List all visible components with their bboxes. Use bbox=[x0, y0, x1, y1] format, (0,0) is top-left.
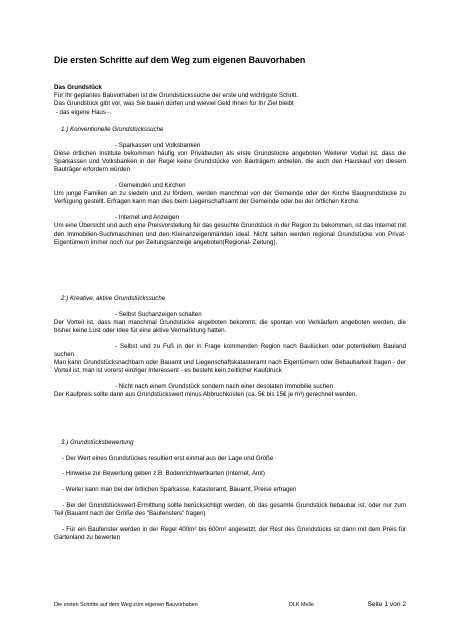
section-2-heading: 2.) Kreative, aktive Grundstückssuche bbox=[61, 295, 166, 302]
section-3-heading: 3.) Grundstücksbewertung bbox=[61, 439, 134, 446]
document-title: Die ersten Schritte auf dem Weg zum eigenen Bauvorhaben bbox=[54, 55, 306, 65]
footer-title: Die ersten Schritte auf dem Weg zum eigenen Bauvorhaben bbox=[54, 602, 198, 608]
section-1-heading: 1.) Konventionelle Grundstückssuche bbox=[61, 126, 164, 133]
section-1-item-label: - Internet und Anzeigen bbox=[115, 214, 179, 222]
section-3-item: - Bei der Grundstückswert-Ermittlung sollte berücksichtigt werden, ob das gesamte Grundstück bebaubar ist, oder nur zum Teil (Bauamt nach der Größe des "Baufensters" fragen) bbox=[54, 501, 406, 518]
intro-heading: Das Grundstück bbox=[54, 84, 102, 91]
section-2-item-text: - Selbst und zu Fuß in der in Frage kommenden Region nach Baulücken oder potentiellem Bauland suchen. bbox=[54, 342, 406, 359]
section-1-item-label: - Gemeinden und Kirchen bbox=[115, 182, 186, 190]
section-1-item-label: - Sparkassen und Volksbanken bbox=[115, 141, 201, 149]
section-3-item: - Der Wert eines Grundstückes resultiert erst einmal aus der Lage und Größe bbox=[62, 454, 274, 462]
section-3-item: - Weiter kann man bei der örtlichen Sparkasse, Katasteramt, Bauamt, Preise erfragen bbox=[62, 486, 297, 494]
page-number: Seite 1 von 2 bbox=[367, 601, 406, 608]
section-2-item-text: - Nicht nach einem Grundstück sondern nach einer desolaten Immobilie suchen bbox=[115, 383, 334, 391]
section-1 bbox=[54, 126, 406, 247]
section-1-item-text: Um junge Familien an zu siedeln und zu fördern, werden manchmal von der Gemeinde oder der Kirche Baugrundstücke zu Verfügung gestellt. Erfragen kann man dies beim Liegenschaftsamt der Gemeinde oder bei der örtlichen Kirche. bbox=[54, 190, 406, 206]
intro-section bbox=[54, 84, 406, 117]
section-2-item-text: Der Kaufpreis sollte dann aus Grundstückswert minus Abbruchkosten (ca. 5€ bis 15€ je m³) gerechnet werden. bbox=[54, 391, 357, 399]
section-2-item-label: - Selbst Suchanzeigen schalten bbox=[115, 310, 202, 318]
section-2-item-text: Der Vorteil ist, dass man manchmal Grundstücke angeboten bekommt, die spontan von Verkäufern angeboten werden, die bisher keine Lust oder Idee für eine aktive Vermarktung hatten. bbox=[54, 318, 406, 335]
section-3-item: - Für ein Baufenster werden in der Regel 400m² bis 600m² angesetzt, der Rest des Grundstücks ist dann mit dem Preis für Gartenland zu bewerten bbox=[54, 525, 406, 541]
section-2-item-text: Man kann Grundstücksnachbarn oder Bauamt und Liegenschaftskatasteramt nach Eigentümern oder Bebaubarkeit fragen - der Vorteil ist, man ist vorerst einziger Interessent - es besteht kein zeitlicher Kaufdruck bbox=[54, 359, 406, 375]
intro-line: - das eigene Haus -. bbox=[54, 108, 112, 116]
section-1-item-text: Um eine Übersicht und auch eine Preisvorstellung für das gesuchte Grundstück in der Region zu bekommen, ist das Internet mit den Immobilien-Suchmaschinen und den Kleinanzeigenmärkten ideal. Nicht selten werden regional Grundstücke von Privat-Eigentümern immer noch nur per Zeitungsanzeige angeboten(Regional- Zeitung). bbox=[54, 222, 406, 246]
footer-author: DLK Melle bbox=[289, 602, 314, 608]
section-2 bbox=[54, 295, 406, 400]
intro-line: Das Grundstück gibt vor, was Sie bauen dürfen und wieviel Geld Ihnen für Ihr Ziel bleibt bbox=[54, 100, 294, 108]
section-3 bbox=[54, 439, 406, 542]
intro-line: Für Ihr geplantes Bauvorhaben ist die Grundstückssuche der erste und wichtigste Schritt. bbox=[54, 92, 299, 100]
section-3-item: - Hinweise zur Bewertung geben z.B. Bodenrichtwertkarten (Internet, Amt) bbox=[62, 470, 265, 478]
section-1-item-text: Diese örtlichen Institute bekommen häufig von Privatleuten als erste Grundstücke angeboten Weiterer Vorteil ist, dass die Sparkassen und Volksbanken in der Regel keine Grundstücke von Bauträgern anbieten, die auch den Hauskauf von diesem Bauträger erfordern würden bbox=[54, 149, 406, 174]
